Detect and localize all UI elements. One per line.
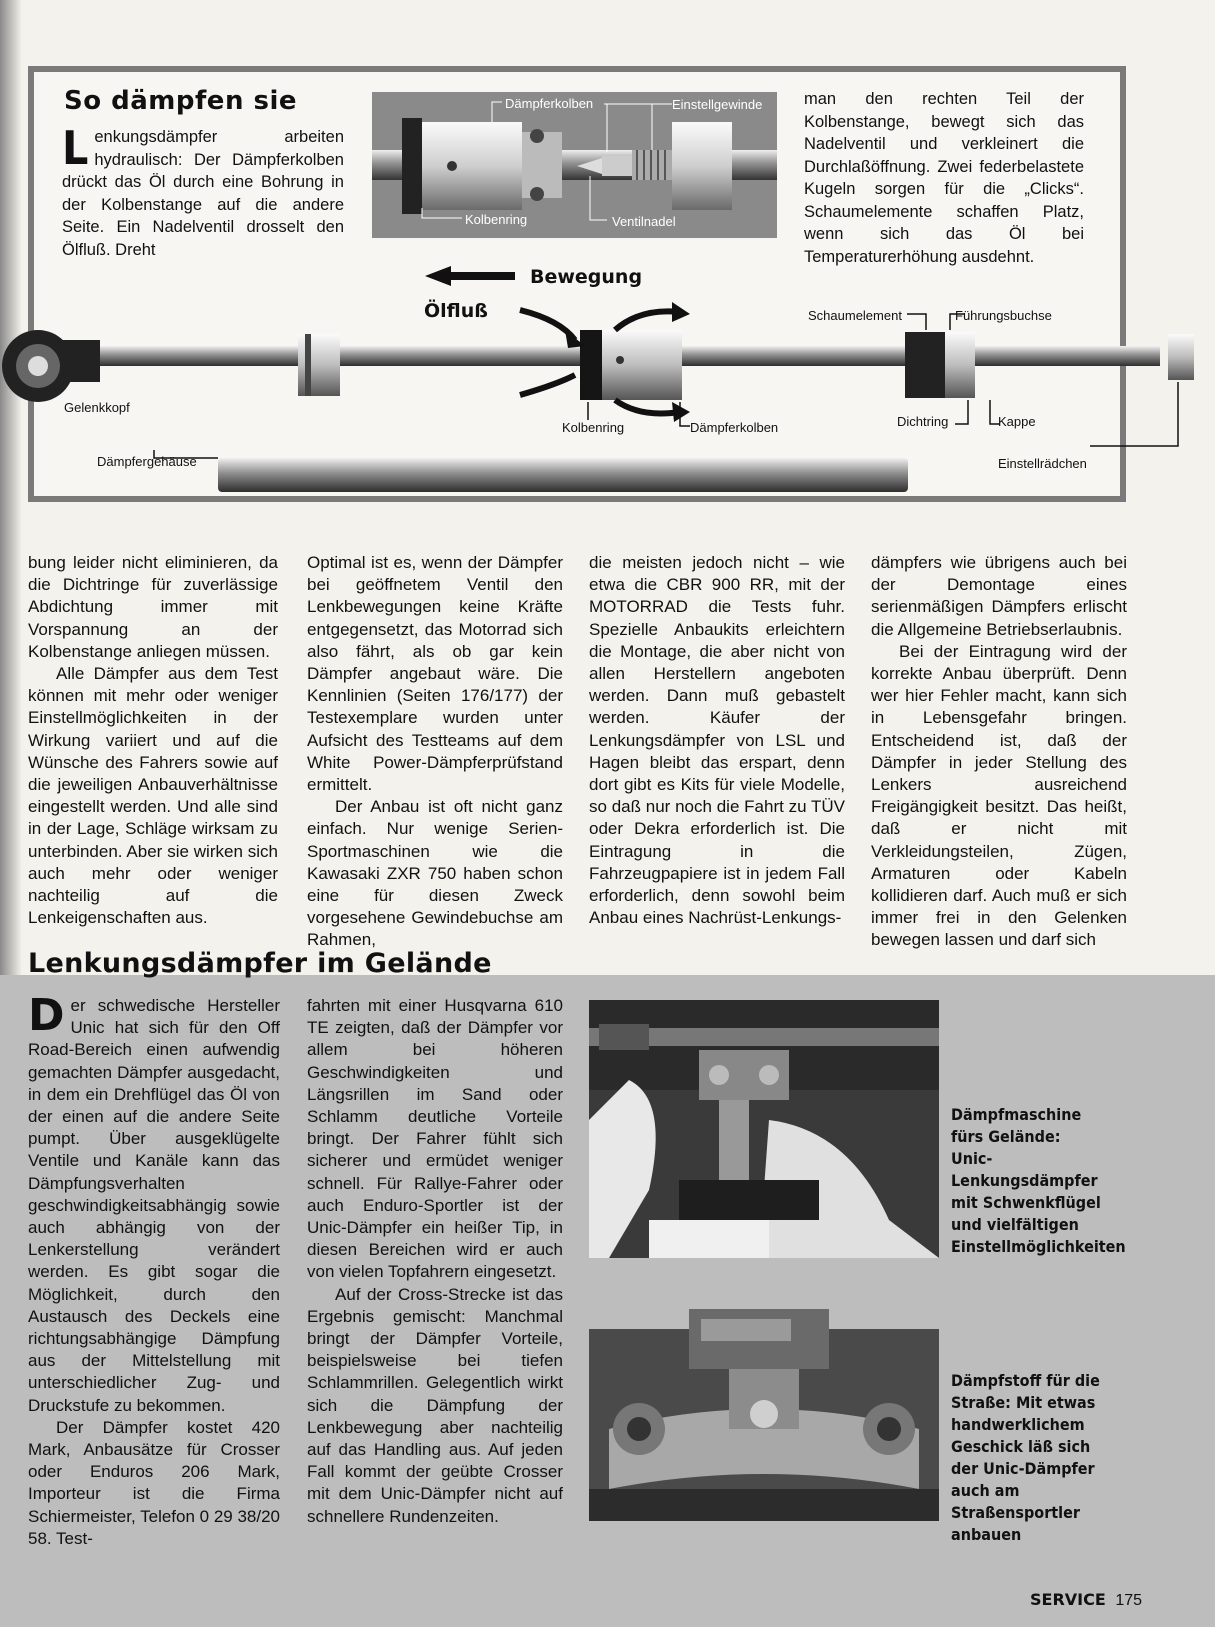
- offroad-dropcap: D: [28, 990, 65, 1041]
- paragraph: die meisten jedoch nicht – wie etwa die CBR 900 RR, mit der MOTORRAD die Tests fuhr. Spezielle Anbaukits erleichtern die Montage, die aber nicht von allen Herstellern angeboten werden. Dann muß gebastelt werden. Käufer der Lenkungsdämpfer von LSL und Hagen bleibt das erspart, denn dort gibt es Kits für viele Modelle, so daß nur noch die Fahrt zu TÜV oder Dekra erforderlich ist. Die Eintragung in die Fahrzeugpapiere ist in jedem Fall erforderlich, denn sowohl beim Anbau eines Nachrüst-Lenkungs-: [589, 553, 845, 928]
- label-daempferkolben: Dämpferkolben: [690, 420, 779, 435]
- photo-label-kolbenring: Kolbenring: [465, 212, 528, 227]
- movement-arrow-icon: [425, 266, 515, 286]
- article-column-2: [307, 552, 563, 952]
- article-column-4: [871, 552, 1127, 952]
- paragraph: bung leider nicht eliminieren, da die Dichtringe für zuverlässige Abdichtung immer mit Vorspannung an der Kolbenstange anliegen müssen.: [28, 553, 278, 661]
- paragraph: Der Anbau ist oft nicht ganz einfach. Nur wenige Serien-Sportmaschinen wie die Kawasaki ZXR 750 haben schon eine für diesen Zweck vorgesehene Gewindebuchse am Rahmen,: [307, 797, 563, 950]
- label-bewegung: Bewegung: [530, 266, 643, 288]
- article-column-3: [589, 552, 845, 929]
- paragraph: Optimal ist es, wenn der Dämpfer bei geöffnetem Ventil den Lenkbewegungen keine Kräfte entgegensetzt, das Motorrad sich also fährt, als ob gar kein Dämpfer angebaut wäre. Die Kennlinien (Seiten 176/177) der Testexemplare wurden unter Aufsicht des Testteams auf dem White Power-Dämpferprüfstand ermittelt.: [307, 553, 563, 795]
- label-oelfluss: Ölfluß: [424, 300, 488, 322]
- page-number: 175: [1115, 1592, 1143, 1609]
- infobox-intro: [62, 121, 344, 261]
- offroad-damper-photo: [589, 1000, 939, 1258]
- label-schaumelement: Schaumelement: [808, 308, 902, 323]
- paragraph: Alle Dämpfer aus dem Test können mit mehr oder weniger Einstellmöglichkeiten in der Wirkung variiert und auf die Wünsche des Fahrers sowie auf die jeweiligen Anbauverhältnisse eingestellt werden. Und alle sind in der Lage, Schläge wirksam zu unterbinden. Aber sie wirken sich auch mehr oder weniger nachteilig auf die Lenkeigenschaften aus.: [28, 664, 278, 928]
- paragraph: fahrten mit einer Husqvarna 610 TE zeigten, daß der Dämpfer vor allem bei höheren Geschwindigkeiten und Längsrillen im Sand oder Schlamm deutliche Vorteile bringt. Der Fahrer fühlt sich sicherer und ermüdet weniger schnell. Für Rallye-Fahrer oder auch Enduro-Sportler ist der Unic-Dämpfer ein heißer Tip, in diesen Bereichen wird er auch von vielen Topfahrern eingesetzt.: [307, 996, 563, 1282]
- photo-label-daempferkolben: Dämpferkolben: [505, 96, 594, 111]
- infobox-right-text: man den rechten Teil der Kolbenstange, bewegt sich das Nadelventil und verkleinert die Durchlaßöffnung. Zwei federbelastete Kugeln sorgen für die „Clicks“. Schaumelemente schaffen Platz, wenn sich das Öl bei Temperaturerhöhung ausdehnt.: [804, 90, 1084, 266]
- infobox-title: So dämpfen sie: [64, 86, 298, 116]
- infobox-intro-text: enkungsdämpfer arbeiten hydraulisch: Der Dämpferkolben drückt das Öl durch eine Bohrung in der Kolbenstange auf die andere Seite. Ein Nadelventil drosselt den Ölfluß. Dreht: [62, 128, 344, 259]
- street-damper-photo: [589, 1289, 939, 1521]
- caption-street: Dämpfstoff für die Straße: Mit etwas handwerklichem Geschick läß sich der Unic-Dämpfer auch am Straßensportler anbauen: [951, 1371, 1100, 1544]
- article-column-1: [28, 552, 278, 929]
- label-daempfergehaeuse: Dämpfergehäuse: [97, 454, 197, 469]
- caption-offroad: Dämpfmaschine fürs Gelände: Unic-Lenkungsdämpfer mit Schwenkflügel und vielfältigen Einstellmöglichkeiten: [951, 1105, 1126, 1256]
- paragraph: Bei der Eintragung wird der korrekte Anbau überprüft. Denn wer hier Fehler macht, kann sich in Lebensgefahr bringen. Entscheidend ist, daß der Dämpfer in jeder Stellung des Lenkers ausreichend Freigängigkeit besitzt. Das heißt, daß er nicht mit Verkleidungsteilen, Zügen, Armaturen oder Kabeln kollidieren darf. Auch muß er sich immer frei in den Gelenken bewegen lassen und darf sich: [871, 641, 1127, 950]
- label-kolbenring: Kolbenring: [562, 420, 625, 435]
- piston-photo: [372, 92, 777, 238]
- paragraph: Der Dämpfer kostet 420 Mark, Anbausätze für Crosser oder Enduros 206 Mark, Importeur ist die Firma Schiermeister, Telefon 0 29 38/20 58. Test-: [28, 1417, 281, 1548]
- footer-section: SERVICE: [1030, 1590, 1106, 1609]
- label-kappe: Kappe: [998, 414, 1036, 429]
- label-gelenkkopf: Gelenkkopf: [64, 400, 130, 415]
- page-footer: [1030, 1590, 1142, 1610]
- offroad-column-2: [307, 995, 563, 1528]
- photo-label-einstellgewinde: Einstellgewinde: [672, 97, 763, 112]
- paragraph: dämpfers wie übrigens auch bei der Demontage eines serienmäßigen Dämpfers erlischt die Allgemeine Betriebserlaubnis.: [871, 553, 1127, 639]
- label-dichtring: Dichtring: [897, 414, 949, 429]
- paragraph: er schwedische Hersteller Unic hat sich für den Off Road-Bereich einen aufwendig gemachten Dämpfer ausgedacht, in dem ein Drehflügel das Öl von der einen auf die andere Seite pumpt. Über ausgeklügelte Ventile und Kanäle kann das Dämpfungsverhalten geschwindigkeitsabhängig sowie auch abhängig von der Lenkerstellung verändert werden. Es gibt sogar die Möglichkeit, durch den Austausch des Deckels eine richtungsabhängige Dämpfung aus der Mittelstellung mit unterschiedlicher Zug- und Druckstufe zu bekommen.: [28, 996, 280, 1415]
- offroad-column-1: [28, 990, 281, 1550]
- label-fuehrungsbuchse: Führungsbuchse: [955, 308, 1052, 323]
- offroad-title: Lenkungsdämpfer im Gelände: [28, 948, 492, 979]
- paragraph: Auf der Cross-Strecke ist das Ergebnis gemischt: Manchmal bringt der Dämpfer Vorteile, beispielsweise bei tiefen Schlammrillen. Gelegentlich wirkt sich die Dämpfung der Lenkbewegung aber nachteilig auf das Handling aus. Auf jeden Fall kommt der geübte Crosser mit dem Unic-Dämpfer nicht auf schnellere Rundenzeiten.: [307, 1284, 563, 1526]
- infobox-dropcap: L: [62, 121, 89, 175]
- label-einstellraedchen: Einstellrädchen: [998, 456, 1087, 471]
- photo-label-ventilnadel: Ventilnadel: [612, 214, 676, 229]
